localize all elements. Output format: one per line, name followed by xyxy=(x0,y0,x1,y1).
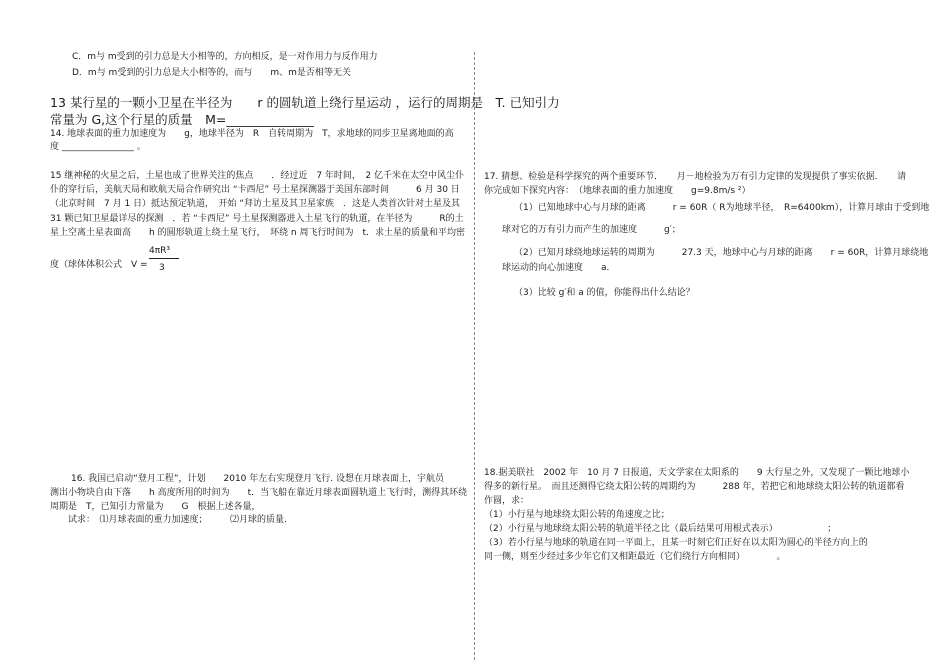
volume-denominator: 3 xyxy=(159,263,165,273)
question-18-line: 得多的新行星。 而且还测得它绕太阳公转的周期约为 288 年，若把它和地球绕太阳公转的轨道都看 xyxy=(484,482,905,492)
question-16-line: 周期是 T，已知引力常量为 G 根据上述各量， xyxy=(50,502,261,512)
question-18-line: （2）小行星与地球绕太阳公转的轨道半径之比（最后结果可用根式表示） ； xyxy=(484,524,837,534)
question-16-line: 测出小物块自由下落 h 高度所用的时间为 t．当飞船在靠近月球表面圆轨道上飞行时，测得其环绕 xyxy=(50,488,468,498)
question-18-line: （3）若小行星与地球的轨道在同一平面上，且某一时刻它们正好在以太阳为圆心的半径方向上的 xyxy=(484,538,868,548)
question-15-volume-label: 度（球体体积公式 V = xyxy=(50,260,148,270)
question-13-line-1: 13 某行星的一颗小卫星在半径为 r 的圆轨道上绕行星运动 ，运行的周期是 T. 已知引力 xyxy=(50,95,560,110)
question-15-line: 星上空离土星表面高 h 的圆形轨道上绕土星飞行， 环绕 n 周飞行时间为 t．求土星的质量和平均密 xyxy=(50,228,466,238)
question-17-line: 球运动的向心加速度 a． xyxy=(502,263,616,273)
question-18-line: （1）小行星与地球绕太阳公转的角速度之比； xyxy=(484,510,670,520)
volume-numerator: 4πR³ xyxy=(149,246,171,256)
question-18-line: 作圆，求： xyxy=(484,496,530,506)
question-17-line: 17. 猜想、检验是科学探究的两个重要环节． 月－地检验为万有引力定律的发现提供了事实依据． 请 xyxy=(484,172,907,182)
question-14-line-2: 度 ________________ 。 xyxy=(50,142,146,152)
question-18-line: 同一侧，则至少经过多少年它们又相距最近（它们绕行方向相同） 。 xyxy=(484,552,786,562)
question-14-line-1: 14. 地球表面的重力加速度为 g，地球半径为 R 自转周期为 T，求地球的同步卫星离地面的高 xyxy=(50,129,454,139)
question-15-line: 15 继神秘的火星之后，土星也成了世界关注的焦点 ．经过近 7 年时间， 2 亿千米在太空中风尘仆 xyxy=(50,171,464,181)
question-17-line: （2）已知月球绕地球运转的周期为 27.3 天，地球中心与月球的距离 r = 60R，计算月球绕地 xyxy=(514,248,929,258)
option-d: D．m与 m受到的引力总是大小相等的，而与 m、m是否相等无关 xyxy=(72,68,351,78)
question-13-line-2: 常量为 G,这个行星的质量 M=______________ xyxy=(50,112,314,127)
option-c: C．m与 m受到的引力总是大小相等的，方向相反，是一对作用力与反作用力 xyxy=(72,52,378,62)
fraction-bar xyxy=(149,258,179,259)
column-divider xyxy=(474,52,475,660)
question-17-line: 你完成如下探究内容： （地球表面的重力加速度 g=9.8m/s ²） xyxy=(484,186,751,196)
question-15-line: （北京时间 7 月 1 日）抵达预定轨道， 开始 “拜访土星及其卫星家族 ．这是人类首次针对土星及其 xyxy=(50,199,461,209)
volume-formula-fraction xyxy=(149,246,179,276)
question-17-line: （3）比较 g′和 a 的值，你能得出什么结论？ xyxy=(514,288,695,298)
question-17-line: （1）已知地球中心与月球的距离 r = 60R（ R为地球半径， R=6400km），计算月球由于受到地 xyxy=(514,203,930,213)
question-17-line: 球对它的万有引力而产生的加速度 g′； xyxy=(502,225,681,235)
question-16-line: 试求： ⑴月球表面的重力加速度； ⑵月球的质量. xyxy=(50,515,287,525)
question-18-line: 18.据美联社 2002 年 10 月 7 日报道，天文学家在太阳系的 9 大行星之外，又发现了一颗比地球小 xyxy=(484,468,910,478)
question-16-line: 16. 我国已启动“登月工程”，计划 2010 年左右实现登月飞行. 设想在月球表面上，宇航员 xyxy=(71,474,444,484)
question-15-line: 31 颗已知卫星最详尽的探测 ．若 “卡西尼” 号土星探测器进入土星飞行的轨道，在半径为 R的土 xyxy=(50,214,464,224)
question-15-line: 仆的穿行后，美航天局和欧航天局合作研究出 “卡西尼” 号土星探测器于美国东部时间 6 月 30 日 xyxy=(50,185,460,195)
